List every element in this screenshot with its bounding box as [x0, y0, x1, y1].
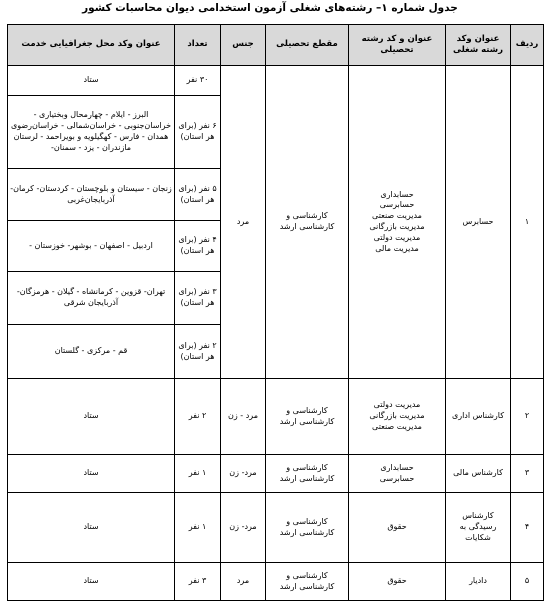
table-row — [8, 66, 544, 96]
row-number: ۱ — [511, 66, 544, 379]
degree: کارشناسی و کارشناسی ارشد — [266, 493, 349, 563]
field-list — [349, 455, 446, 493]
field-item: مدیریت صنعتی — [372, 211, 422, 221]
field-item: حقوق — [387, 576, 407, 586]
field-item: مدیریت بازرگانی — [369, 222, 425, 231]
count: ۱ نفر — [175, 493, 221, 563]
field-item: مدیریت دولتی — [373, 400, 421, 410]
count: ۲ نفر — [175, 379, 221, 455]
table-title: جدول شماره ۱– رشته‌های شغلی آزمون استخدامی دیوان محاسبات کشور — [82, 2, 458, 14]
count: ۳ نفر — [175, 563, 221, 601]
header-location: عنوان وکد محل جغرافیایی خدمت — [8, 25, 175, 66]
row-number: ۳ — [511, 455, 544, 493]
field-item: مدیریت دولتی — [373, 232, 421, 242]
field-list — [349, 66, 446, 379]
location: قم - مرکزی - گلستان — [8, 325, 175, 379]
degree: کارشناسی و کارشناسی ارشد — [266, 455, 349, 493]
row-number: ۴ — [511, 493, 544, 563]
table-row — [8, 379, 544, 455]
field-item: حقوق — [387, 522, 407, 532]
gender: مرد — [221, 563, 266, 601]
location: ستاد — [8, 563, 175, 601]
count: ۳۰ نفر — [175, 66, 221, 96]
row-number: ۲ — [511, 379, 544, 455]
location: زنجان - سیستان و بلوچستان - کردستان- کرمان- آذربایجان‌غربی — [8, 169, 175, 221]
table-row — [8, 493, 544, 563]
location: ستاد — [8, 379, 175, 455]
header-field: عنوان و کد رشته تحصیلی — [349, 25, 446, 66]
row-number: ۵ — [511, 563, 544, 601]
count: ۵ نفر (برای هر استان) — [175, 169, 221, 221]
header-job-title: عنوان وکد رشته شغلی — [446, 25, 511, 66]
field-item: حسابداری — [380, 462, 414, 472]
location: تهران- قزوین - کرمانشاه - گیلان - هرمزگان- آذربایجان شرقی — [8, 272, 175, 325]
header-row — [8, 25, 544, 66]
table-row — [8, 455, 544, 493]
field-item: حسابداری — [380, 189, 414, 199]
table-row — [8, 563, 544, 601]
count: ۱ نفر — [175, 455, 221, 493]
location: ستاد — [8, 455, 175, 493]
location: اردبیل - اصفهان - بوشهر- خوزستان - — [8, 221, 175, 272]
job-title: کارشناس اداری — [446, 379, 511, 455]
count: ۴ نفر (برای هر استان) — [175, 221, 221, 272]
location: ستاد — [8, 66, 175, 96]
job-title: کارشناس مالی — [446, 455, 511, 493]
gender: مرد- زن — [221, 455, 266, 493]
field-item: مدیریت صنعتی — [372, 421, 422, 431]
degree: کارشناسی و کارشناسی ارشد — [266, 66, 349, 379]
location: البرز - ایلام - چهارمحال وبختیاری - خراسان‌جنوبی - خراسان‌شمالی - خراسان‌رضوی همدان - فارس - کهگیلویه و بویراحمد - لرستان مازندران - یزد - سمنان- — [8, 96, 175, 169]
count: ۳ نفر (برای هر استان) — [175, 272, 221, 325]
field-list — [349, 563, 446, 601]
location: ستاد — [8, 493, 175, 563]
header-row-number: ردیف — [511, 25, 544, 66]
field-item: مدیریت مالی — [375, 243, 419, 253]
header-count: تعداد — [175, 25, 221, 66]
count: ۶ نفر (برای هر استان) — [175, 96, 221, 169]
gender: مرد - زن — [221, 379, 266, 455]
field-list — [349, 379, 446, 455]
job-title: دادیار — [446, 563, 511, 601]
degree: کارشناسی و کارشناسی ارشد — [266, 379, 349, 455]
count: ۲ نفر (برای هر استان) — [175, 325, 221, 379]
header-degree: مقطع تحصیلی — [266, 25, 349, 66]
gender: مرد- زن — [221, 493, 266, 563]
field-item: مدیریت بازرگانی — [369, 411, 425, 421]
job-title: کارشناس رسیدگی به شکایات — [446, 493, 511, 563]
field-list — [349, 493, 446, 563]
header-gender: جنس — [221, 25, 266, 66]
field-item: حسابرسی — [379, 200, 415, 210]
field-item: حسابرسی — [379, 473, 415, 483]
degree: کارشناسی و کارشناسی ارشد — [266, 563, 349, 601]
gender: مرد — [221, 66, 266, 379]
jobs-table — [7, 24, 544, 601]
job-title: حسابرس — [446, 66, 511, 379]
